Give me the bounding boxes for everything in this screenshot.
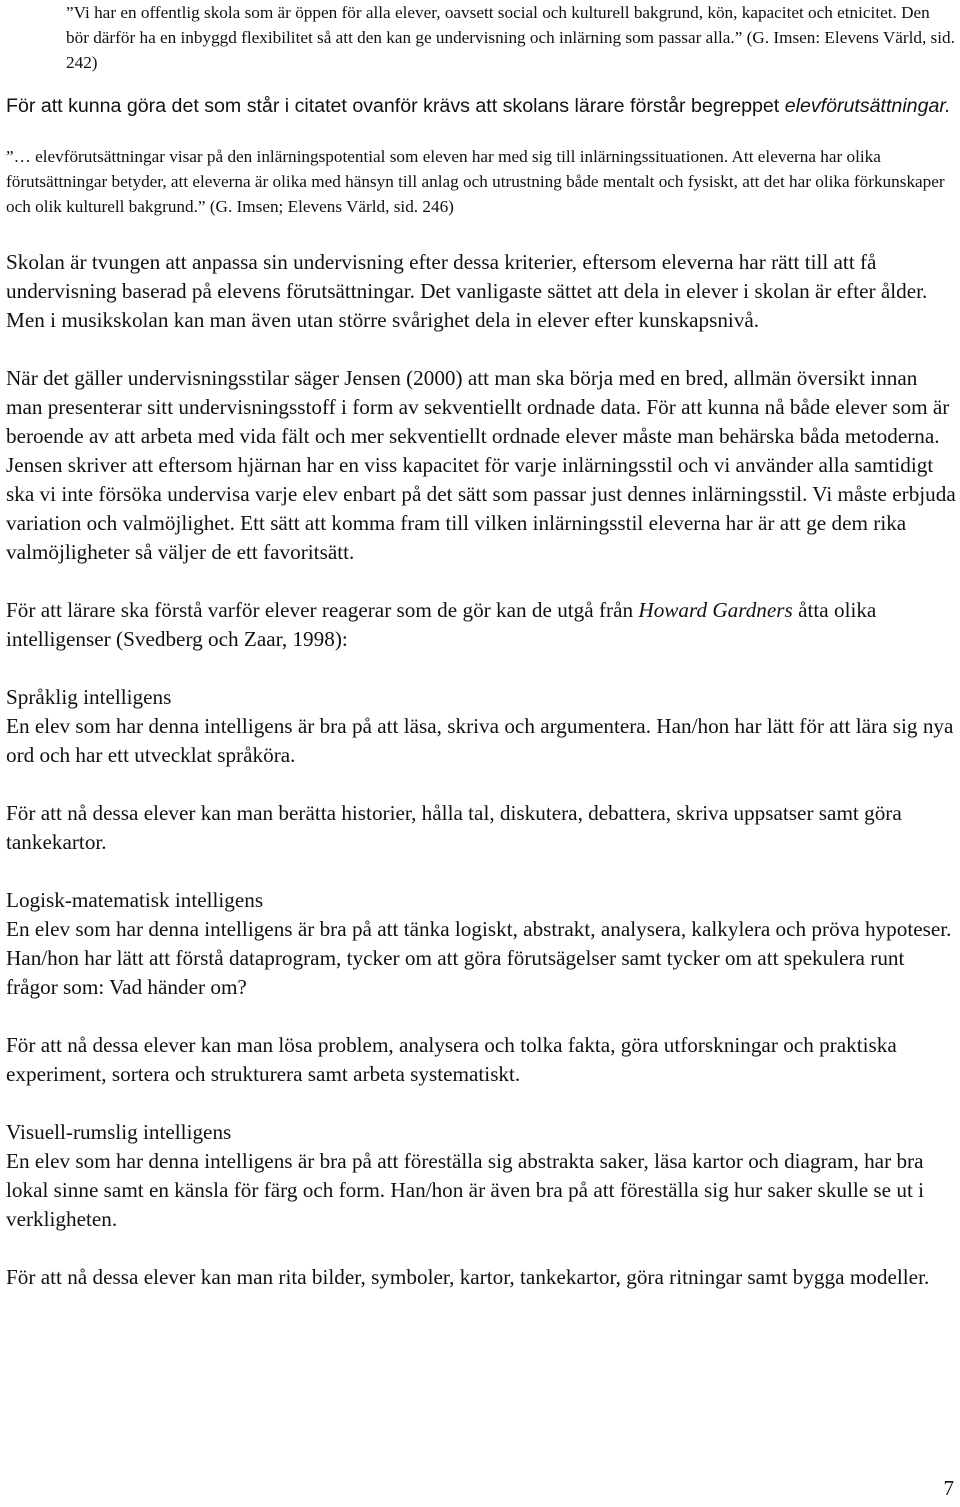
section-tips: För att nå dessa elever kan man rita bilder, symboler, kartor, tankekartor, göra ritningar samt bygga modeller. xyxy=(6,1265,930,1289)
section-description: En elev som har denna intelligens är bra på att läsa, skriva och argumentera. Han/hon har lätt för att lära sig nya ord och har ett utvecklat språköra. xyxy=(6,714,954,767)
section-heading: Språklig intelligens xyxy=(6,685,172,709)
paragraph-gardner xyxy=(6,596,956,654)
quote-imsen-242 xyxy=(66,0,956,75)
page-number: 7 xyxy=(943,1476,954,1500)
paragraph-text-after: åtta olika intelligenser (Svedberg och Zaar, 1998): xyxy=(6,598,877,651)
quote-text: Vi har en offentlig skola som är öppen för alla elever, oavsett social och kulturell bakgrund, kön, kapacitet och etnicitet. Den bör därför ha en inbyggd flexibilitet så att den kan ge undervisning och inlärning som passar alla.” (G. Imsen: Elevens Värld, sid. 242) xyxy=(66,3,955,72)
italic-term: elevförutsättningar. xyxy=(784,95,951,117)
paragraph-text-before: För att lärare ska förstå varför elever reagerar som de gör kan de utgå från xyxy=(6,598,639,622)
document-page xyxy=(6,0,956,1292)
section-tips: För att nå dessa elever kan man berätta historier, hålla tal, diskutera, debattera, skriva uppsatser samt göra tankekartor. xyxy=(6,801,902,854)
italic-author: Howard Gardners xyxy=(638,598,793,622)
paragraph-undervisningsstilar: När det gäller undervisningsstilar säger Jensen (2000) att man ska börja med en bred, allmän översikt innan man presenterar sitt undervisningsstoff i form av sekventiellt ordnade data. För att kunna nå både elever som är beroende av att arbeta med vida fält och mer sekventiellt ordnade elever måste man behärska båda metoderna. Jensen skriver att eftersom hjärnan har en viss kapacitet för varje inlärningsstil och vi använder alla samtidigt ska vi inte försöka undervisa varje elev enbart på det sätt som passar just dennes inlärningsstil. Vi måste erbjuda variation och valmöjlighet. Ett sätt att komma fram till vilken inlärningsstil eleverna har är att ge dem rika valmöjligheter så väljer de ett favoritsätt. xyxy=(6,366,956,564)
quote-imsen-246: ”… elevförutsättningar visar på den inlärningspotential som eleven har med sig till inlärningssituationen. Att eleverna har olika förutsättningar betyder, att eleverna är olika med hänsyn till anlag och utrustning både mentalt och fysiskt, att det har olika förkunskaper och olik kulturell bakgrund.” (G. Imsen; Elevens Värld, sid. 246) xyxy=(6,147,945,216)
paragraph-anpassning: Skolan är tvungen att anpassa sin undervisning efter dessa kriterier, eftersom eleverna har rätt till att få undervisning baserad på elevens förutsättningar. Det vanligaste sättet att dela in elever i skolan är efter ålder. Men i musikskolan kan man även utan större svårighet dela in elever efter kunskapsnivå. xyxy=(6,250,928,332)
section-heading: Logisk-matematisk intelligens xyxy=(6,888,264,912)
quote-open-mark: ” xyxy=(66,3,74,22)
section-description: En elev som har denna intelligens är bra på att tänka logiskt, abstrakt, analysera, kalkylera och pröva hypoteser. Han/hon har lätt att förstå dataprogram, tycker om att göra förutsägelser samt tycker om att spekulera runt frågor som: Vad händer om? xyxy=(6,917,952,999)
section-tips: För att nå dessa elever kan man lösa problem, analysera och tolka fakta, göra utforskningar och praktiska experiment, sortera och strukturera samt arbeta systematiskt. xyxy=(6,1033,897,1086)
paragraph-elevforutsattningar xyxy=(6,91,956,121)
section-heading: Visuell-rumslig intelligens xyxy=(6,1120,232,1144)
section-description: En elev som har denna intelligens är bra på att föreställa sig abstrakta saker, läsa kartor och diagram, har bra lokal sinne samt en känsla för färg och form. Han/hon är även bra på att föreställa sig hur saker skulle se ut i verkligheten. xyxy=(6,1149,925,1231)
paragraph-text: För att kunna göra det som står i citatet ovanför krävs att skolans lärare förstår begreppet xyxy=(6,95,785,117)
